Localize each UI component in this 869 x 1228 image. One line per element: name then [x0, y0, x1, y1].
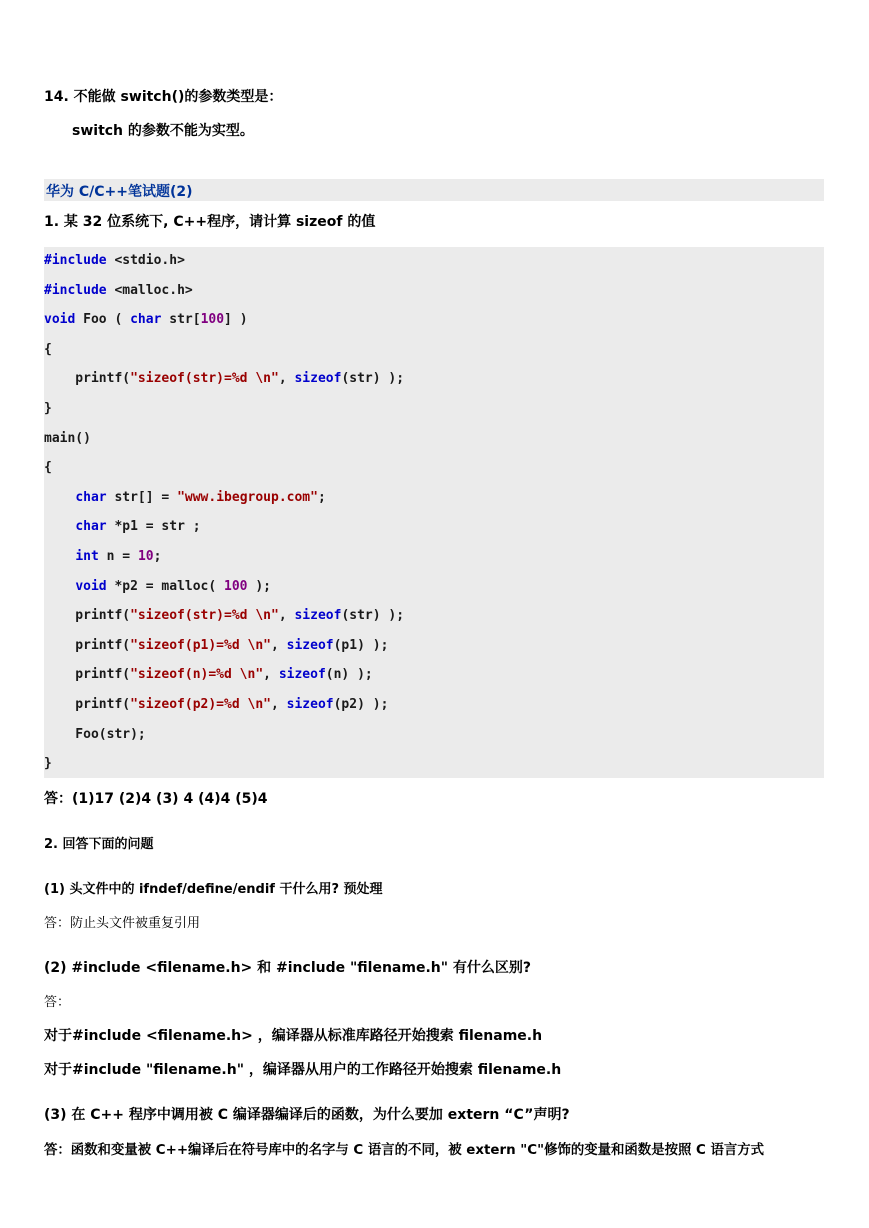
code-token: (p1) );: [333, 637, 389, 653]
code-token: #include: [44, 282, 107, 298]
code-token: int: [75, 549, 99, 564]
code-token: void: [75, 578, 107, 594]
code-token: str[: [161, 312, 201, 328]
code-line: [44, 371, 404, 386]
code-line: [44, 460, 52, 475]
code-token: ,: [278, 608, 295, 624]
q2-sub2-title: (2) #include <filename.h> 和 #include "filename.h" 有什么区别?: [44, 960, 532, 976]
q1-title: 1. 某 32 位系统下, C++程序，请计算 sizeof 的值: [44, 214, 376, 230]
code-token: {: [44, 341, 52, 357]
code-token: (n) );: [325, 667, 373, 683]
code-line: [44, 638, 388, 653]
code-token: void: [44, 312, 76, 328]
code-token: sizeof: [294, 608, 342, 624]
code-token: [44, 579, 75, 594]
code-token: ,: [263, 667, 279, 683]
code-token: <stdio.h>: [106, 253, 185, 268]
q2-sub1-answer: 答：防止头文件被重复引用: [44, 916, 201, 931]
code-block: [44, 247, 824, 778]
code-token: );: [247, 578, 271, 594]
section-heading: 华为 C/C++笔试题(2): [46, 184, 193, 200]
code-token: Foo (: [75, 312, 131, 328]
code-line: [44, 579, 271, 594]
q2-sub2-answer-line1: 对于#include <filename.h> ，编译器从标准库路径开始搜索 filename.h: [44, 1028, 543, 1044]
code-token: sizeof: [286, 697, 334, 712]
code-token: sizeof: [286, 637, 334, 653]
code-token: printf(: [44, 608, 131, 624]
q1-answer: 答：(1)17 (2)4 (3) 4 (4)4 (5)4: [44, 791, 268, 807]
q2-sub2-answer-line2: 对于#include "filename.h" ，编译器从用户的工作路径开始搜索 filename.h: [44, 1062, 562, 1078]
code-token: <malloc.h>: [106, 282, 193, 298]
q14-answer: switch 的参数不能为实型。: [72, 123, 254, 139]
code-token: printf(: [44, 371, 131, 387]
code-line: [44, 312, 248, 327]
code-line: [44, 253, 185, 268]
code-token: {: [44, 460, 52, 476]
code-token: ,: [270, 637, 287, 653]
code-token: [44, 519, 75, 534]
code-line: [44, 401, 52, 416]
section-heading-bar: [44, 179, 824, 201]
q2-sub3-title: (3) 在 C++ 程序中调用被 C 编译器编译后的函数，为什么要加 extern “C”声明?: [44, 1107, 570, 1123]
code-token: }: [44, 401, 52, 416]
code-token: 10: [137, 549, 154, 564]
code-token: [44, 490, 75, 505]
code-token: sizeof: [294, 371, 342, 387]
code-token: [44, 549, 75, 564]
code-line: [44, 756, 52, 771]
code-token: (str) );: [341, 371, 405, 387]
code-line: [44, 283, 193, 298]
code-line: [44, 342, 52, 357]
code-token: (str) );: [341, 608, 405, 624]
q2-sub2-answer-label: 答：: [44, 995, 71, 1010]
code-token: ,: [278, 371, 295, 387]
code-token: *p2 = malloc(: [106, 578, 225, 594]
code-token: "sizeof(p1)=%d \n": [130, 637, 271, 653]
code-token: printf(: [44, 637, 131, 653]
code-token: (p2) );: [333, 697, 389, 712]
q2-title: 2. 回答下面的问题: [44, 837, 154, 852]
code-token: char: [130, 312, 162, 328]
code-line: [44, 667, 373, 682]
code-line: [44, 727, 146, 742]
code-token: "www.ibegroup.com": [177, 489, 318, 505]
code-token: "sizeof(str)=%d \n": [130, 371, 279, 387]
code-line: [44, 519, 201, 534]
code-line: [44, 431, 91, 446]
code-token: "sizeof(str)=%d \n": [130, 608, 279, 624]
code-token: *p1 = str ;: [106, 519, 201, 535]
code-token: ;: [153, 549, 162, 564]
code-token: char: [75, 519, 107, 535]
code-token: 100: [224, 578, 248, 594]
code-token: Foo(str);: [44, 726, 146, 742]
code-token: ] ): [224, 312, 248, 328]
code-line: [44, 549, 161, 564]
q2-sub3-answer: 答：函数和变量被 C++编译后在符号库中的名字与 C 语言的不同，被 extern "C"修饰的变量和函数是按照 C 语言方式: [44, 1143, 765, 1158]
code-token: #include: [44, 253, 107, 268]
code-line: [44, 697, 388, 712]
code-token: sizeof: [278, 667, 326, 683]
code-line: [44, 490, 326, 505]
code-token: "sizeof(n)=%d \n": [130, 667, 264, 683]
code-token: printf(: [44, 667, 131, 683]
code-token: ;: [317, 489, 326, 505]
code-token: n =: [98, 549, 138, 564]
code-token: main(): [44, 430, 91, 446]
code-token: "sizeof(p2)=%d \n": [130, 697, 271, 712]
code-token: printf(: [44, 697, 131, 712]
q2-sub1-title: (1) 头文件中的 ifndef/define/endif 干什么用? 预处理: [44, 882, 383, 897]
code-token: str[] =: [106, 489, 178, 505]
code-token: }: [44, 756, 52, 772]
code-token: ,: [270, 697, 287, 712]
code-line: [44, 608, 404, 623]
code-token: char: [75, 489, 107, 505]
q14-title: 14. 不能做 switch()的参数类型是：: [44, 89, 283, 105]
code-token: 100: [200, 312, 225, 328]
